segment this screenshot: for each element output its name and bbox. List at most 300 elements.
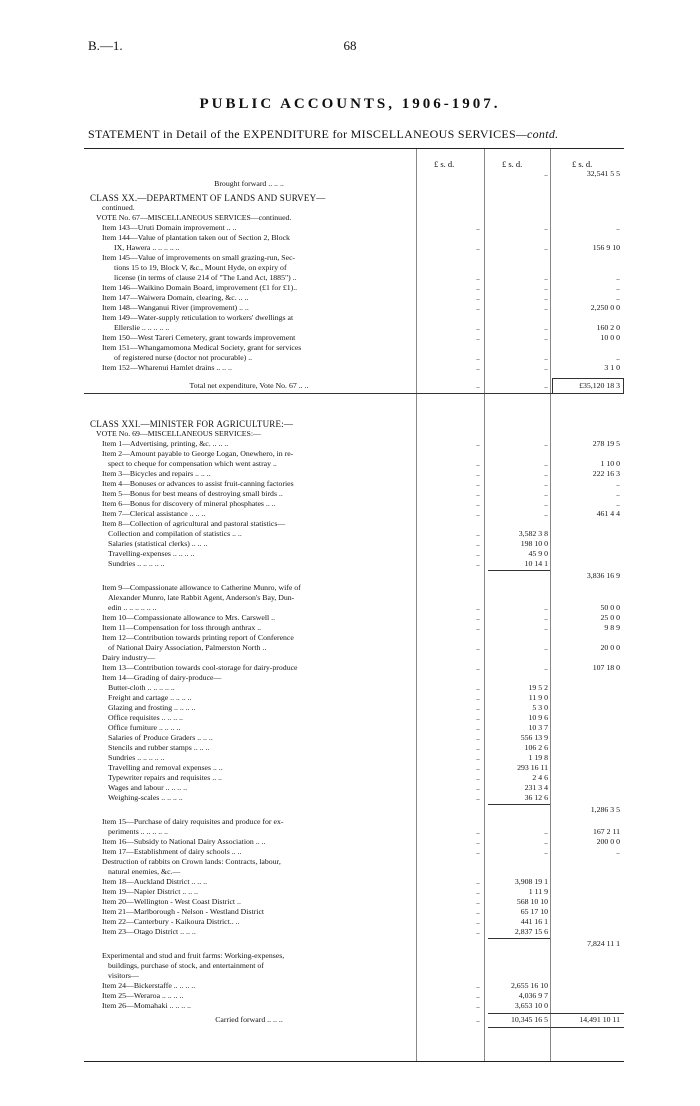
row-description: Sundries .. .. .. .. .. bbox=[108, 559, 165, 568]
amount-col-2: .. bbox=[544, 223, 548, 232]
amount-col-1: .. bbox=[476, 1001, 480, 1010]
page-title: PUBLIC ACCOUNTS, 1906-1907. bbox=[199, 96, 501, 112]
table-row bbox=[84, 283, 624, 293]
row-description: Freight and cartage .. .. .. .. bbox=[108, 693, 192, 702]
table-row bbox=[84, 693, 624, 703]
table-row bbox=[84, 539, 624, 549]
row-description: Item 151—Whangamomona Medical Society, grant for services bbox=[102, 343, 302, 352]
row-description: Item 17—Establishment of dairy schools .. .. bbox=[102, 847, 242, 856]
statement-suffix: —contd. bbox=[516, 127, 559, 141]
amount-col-1: .. bbox=[476, 273, 480, 282]
table-row bbox=[84, 723, 624, 733]
amount-col-2: 2 4 6 bbox=[532, 773, 548, 782]
table-row bbox=[84, 817, 624, 827]
row-description: Item 6—Bonus for discovery of mineral phosphates .. .. bbox=[102, 499, 276, 508]
column-header: £ s. d. bbox=[434, 159, 455, 169]
column-header: £ s. d. bbox=[502, 159, 523, 169]
table-row bbox=[84, 343, 624, 353]
amount-col-3: 25 0 0 bbox=[600, 613, 620, 622]
row-description: Salaries (statistical clerks) .. .. .. bbox=[108, 539, 208, 548]
amount-col-1: .. bbox=[476, 333, 480, 342]
amount-col-1: .. bbox=[476, 693, 480, 702]
amount-col-2: .. bbox=[544, 169, 548, 178]
subtotal-rule bbox=[488, 570, 550, 571]
subtotal-rule bbox=[488, 804, 550, 805]
amount-col-2: 4,036 9 7 bbox=[518, 991, 548, 1000]
row-description: Ellerslie .. .. .. .. .. bbox=[114, 323, 170, 332]
table-row bbox=[84, 519, 624, 529]
table-row bbox=[84, 613, 624, 623]
amount-col-1: .. bbox=[476, 1015, 480, 1024]
table-row bbox=[84, 847, 624, 857]
amount-col-3: 461 4 4 bbox=[596, 509, 620, 518]
row-description: Item 11—Compensation for loss through anthrax .. bbox=[102, 623, 262, 632]
row-description: Item 144—Value of plantation taken out of Section 2, Block bbox=[102, 233, 290, 242]
row-description: of registered nurse (doctor not procurable) .. bbox=[114, 353, 253, 362]
amount-col-2: 3,582 3 8 bbox=[518, 529, 548, 538]
total-box bbox=[552, 378, 624, 394]
amount-col-2: .. bbox=[544, 603, 548, 612]
amount-col-1: .. bbox=[476, 991, 480, 1000]
row-description: Typewriter repairs and requisites .. .. bbox=[108, 773, 222, 782]
amount-col-1: .. bbox=[476, 743, 480, 752]
table-row bbox=[84, 273, 624, 283]
amount-col-1: .. bbox=[476, 907, 480, 916]
table-row bbox=[84, 683, 624, 693]
row-description: Glazing and frosting .. .. .. .. bbox=[108, 703, 196, 712]
table-row bbox=[84, 827, 624, 837]
table-row bbox=[84, 971, 624, 981]
table-row bbox=[84, 193, 624, 203]
row-description: Item 14—Grading of dairy-produce— bbox=[102, 673, 222, 682]
amount-col-2: 2,655 16 10 bbox=[510, 981, 548, 990]
amount-col-2: 556 13 9 bbox=[520, 733, 548, 742]
amount-col-1: .. bbox=[476, 773, 480, 782]
amount-col-2: .. bbox=[544, 273, 548, 282]
amount-col-3: 160 2 0 bbox=[596, 323, 620, 332]
table-row bbox=[84, 805, 624, 815]
row-description: Item 8—Collection of agricultural and pastoral statistics— bbox=[102, 519, 286, 528]
amount-col-1: .. bbox=[476, 981, 480, 990]
amount-col-2: 10,345 16 5 bbox=[510, 1015, 548, 1024]
row-description: Item 147—Waiwera Domain, clearing, &c. .. .. bbox=[102, 293, 249, 302]
row-description: Item 19—Napier District .. .. .. bbox=[102, 887, 198, 896]
row-description: Item 20—Wellington - West Coast District .. bbox=[102, 897, 241, 906]
row-description: Travelling-expenses .. .. .. .. bbox=[108, 549, 195, 558]
amount-col-1: .. bbox=[476, 887, 480, 896]
table-row bbox=[84, 673, 624, 683]
amount-col-1: .. bbox=[476, 643, 480, 652]
amount-col-1: .. bbox=[476, 549, 480, 558]
amount-col-3: 3 1 0 bbox=[604, 363, 620, 372]
amount-col-1: .. bbox=[476, 613, 480, 622]
row-description: IX, Hawera .. .. .. .. .. bbox=[114, 243, 180, 252]
table-row bbox=[84, 643, 624, 653]
amount-col-2: .. bbox=[544, 293, 548, 302]
table-row bbox=[84, 293, 624, 303]
amount-col-2: 11 9 0 bbox=[528, 693, 548, 702]
row-description: edin .. .. .. .. .. .. bbox=[108, 603, 157, 612]
row-description: Butter-cloth .. .. .. .. .. bbox=[108, 683, 175, 692]
amount-col-2: .. bbox=[544, 837, 548, 846]
row-description: spect to cheque for compensation which went astray .. bbox=[108, 459, 277, 468]
table-row bbox=[84, 381, 624, 391]
amount-col-3: .. bbox=[616, 293, 620, 302]
amount-col-1: .. bbox=[476, 283, 480, 292]
amount-col-2: .. bbox=[544, 643, 548, 652]
row-description: Item 3—Bicycles and repairs .. .. .. bbox=[102, 469, 211, 478]
amount-col-2: 1 19 8 bbox=[528, 753, 548, 762]
row-description: Carried forward .. .. .. bbox=[215, 1015, 283, 1024]
row-description: Item 143—Uruti Domain improvement .. .. bbox=[102, 223, 237, 232]
amount-col-3: .. bbox=[616, 479, 620, 488]
table-row bbox=[84, 169, 624, 179]
table-row bbox=[84, 927, 624, 937]
amount-col-3: 278 19 5 bbox=[592, 439, 620, 448]
row-description: Travelling and removal expenses .. .. bbox=[108, 763, 223, 772]
row-description: Wages and labour .. .. .. .. bbox=[108, 783, 188, 792]
row-description: CLASS XXI.—MINISTER FOR AGRICULTURE:— bbox=[90, 419, 294, 429]
document-reference: B.—1. bbox=[88, 38, 123, 53]
amount-col-1: .. bbox=[476, 927, 480, 936]
amount-col-2: .. bbox=[544, 489, 548, 498]
table-row bbox=[84, 353, 624, 363]
amount-col-2: .. bbox=[544, 353, 548, 362]
table-row bbox=[84, 313, 624, 323]
amount-col-1: .. bbox=[476, 381, 480, 390]
amount-col-1: .. bbox=[476, 847, 480, 856]
amount-col-3: .. bbox=[616, 273, 620, 282]
amount-col-3: 167 2 11 bbox=[593, 827, 620, 836]
row-description: periments .. .. .. .. .. bbox=[108, 827, 168, 836]
amount-col-2: .. bbox=[544, 479, 548, 488]
table-row bbox=[84, 213, 624, 223]
table-row bbox=[84, 559, 624, 569]
table-row bbox=[84, 663, 624, 673]
amount-col-1: .. bbox=[476, 793, 480, 802]
table-row bbox=[84, 1001, 624, 1011]
amount-col-2: 45 9 0 bbox=[528, 549, 548, 558]
table-row bbox=[84, 459, 624, 469]
table-row bbox=[84, 743, 624, 753]
amount-col-1: .. bbox=[476, 539, 480, 548]
amount-col-1: .. bbox=[476, 713, 480, 722]
amount-col-1: .. bbox=[476, 459, 480, 468]
table-row bbox=[84, 653, 624, 663]
table-row bbox=[84, 363, 624, 373]
table-row bbox=[84, 429, 624, 439]
amount-col-2: .. bbox=[544, 283, 548, 292]
statement-heading bbox=[88, 127, 618, 142]
amount-col-1: .. bbox=[476, 509, 480, 518]
table-row bbox=[84, 633, 624, 643]
table-row bbox=[84, 703, 624, 713]
row-description: of National Dairy Association, Palmerston North .. bbox=[108, 643, 267, 652]
row-description: Brought forward .. .. .. bbox=[214, 179, 284, 188]
table-row bbox=[84, 571, 624, 581]
amount-col-3: 156 9 10 bbox=[592, 243, 620, 252]
row-description: Item 152—Wharenui Hamlet drains .. .. .. bbox=[102, 363, 232, 372]
amount-col-2: .. bbox=[544, 333, 548, 342]
row-description: Experimental and stud and fruit farms: Working-expenses, bbox=[102, 951, 285, 960]
row-description: continued. bbox=[102, 203, 135, 212]
row-description: Office furniture .. .. .. .. bbox=[108, 723, 181, 732]
amount-col-3: 10 0 0 bbox=[600, 333, 620, 342]
amount-col-3: 1 10 0 bbox=[600, 459, 620, 468]
amount-col-3: 14,491 10 11 bbox=[579, 1015, 620, 1024]
amount-col-3: 20 0 0 bbox=[600, 643, 620, 652]
amount-col-3: 32,541 5 5 bbox=[586, 169, 620, 178]
table-row bbox=[84, 991, 624, 1001]
amount-col-1: .. bbox=[476, 479, 480, 488]
row-description: Item 10—Compassionate allowance to Mrs. Carswell .. bbox=[102, 613, 276, 622]
table-row bbox=[84, 469, 624, 479]
amount-col-2: 441 16 1 bbox=[520, 917, 548, 926]
table-row bbox=[84, 263, 624, 273]
table-row bbox=[84, 499, 624, 509]
table-row bbox=[84, 951, 624, 961]
row-description: Item 12—Contribution towards printing report of Conference bbox=[102, 633, 294, 642]
amount-col-3: 9 8 9 bbox=[604, 623, 620, 632]
row-description: Item 149—Water-supply reticulation to workers' dwellings at bbox=[102, 313, 294, 322]
row-description: VOTE No. 67—MISCELLANEOUS SERVICES—continued. bbox=[96, 213, 292, 222]
row-description: Item 145—Value of improvements on small grazing-run, Sec- bbox=[102, 253, 296, 262]
row-description: visitors— bbox=[108, 971, 139, 980]
amount-col-1: .. bbox=[476, 559, 480, 568]
table-row bbox=[84, 773, 624, 783]
row-description: Stencils and rubber stamps .. .. .. bbox=[108, 743, 210, 752]
table-row bbox=[84, 733, 624, 743]
amount-col-1: .. bbox=[476, 897, 480, 906]
table-row bbox=[84, 549, 624, 559]
amount-col-1: .. bbox=[476, 733, 480, 742]
amount-col-3: 1,286 3 5 bbox=[590, 805, 620, 814]
amount-col-2: .. bbox=[544, 381, 548, 390]
row-description: Item 9—Compassionate allowance to Catherine Munro, wife of bbox=[102, 583, 301, 592]
table-row bbox=[84, 897, 624, 907]
amount-col-1: .. bbox=[476, 323, 480, 332]
amount-col-2: 19 5 2 bbox=[528, 683, 548, 692]
amount-col-2: .. bbox=[544, 847, 548, 856]
table-row bbox=[84, 323, 624, 333]
row-description: natural enemies, &c.— bbox=[108, 867, 181, 876]
amount-col-1: .. bbox=[476, 917, 480, 926]
amount-col-3: 3,836 16 9 bbox=[586, 571, 620, 580]
amount-col-3: .. bbox=[616, 283, 620, 292]
amount-col-1: .. bbox=[476, 489, 480, 498]
amount-col-3: .. bbox=[616, 223, 620, 232]
amount-col-1: .. bbox=[476, 827, 480, 836]
table-row bbox=[84, 489, 624, 499]
amount-col-3: 107 18 0 bbox=[592, 663, 620, 672]
row-description: Item 15—Purchase of dairy requisites and produce for ex- bbox=[102, 817, 284, 826]
amount-col-2: .. bbox=[544, 613, 548, 622]
amount-col-1: .. bbox=[476, 499, 480, 508]
amount-col-3: .. bbox=[616, 847, 620, 856]
amount-col-1: .. bbox=[476, 529, 480, 538]
amount-col-1: .. bbox=[476, 877, 480, 886]
row-description: Salaries of Produce Graders .. .. .. bbox=[108, 733, 213, 742]
table-row bbox=[84, 981, 624, 991]
amount-col-1: .. bbox=[476, 663, 480, 672]
amount-col-2: .. bbox=[544, 469, 548, 478]
amount-col-2: 2,837 15 6 bbox=[514, 927, 548, 936]
row-description: Item 18—Auckland District .. .. .. bbox=[102, 877, 208, 886]
table-row bbox=[84, 333, 624, 343]
amount-col-1: .. bbox=[476, 223, 480, 232]
amount-col-1: .. bbox=[476, 353, 480, 362]
amount-col-3: .. bbox=[616, 499, 620, 508]
table-row bbox=[84, 887, 624, 897]
row-description: Item 26—Momahaki .. .. .. .. bbox=[102, 1001, 192, 1010]
amount-col-1: .. bbox=[476, 439, 480, 448]
table-row bbox=[84, 917, 624, 927]
amount-col-2: 10 14 1 bbox=[524, 559, 548, 568]
row-description: Alexander Munro, late Rabbit Agent, Anderson's Bay, Dun- bbox=[108, 593, 295, 602]
amount-col-1: .. bbox=[476, 837, 480, 846]
amount-col-1: .. bbox=[476, 603, 480, 612]
table-row bbox=[84, 763, 624, 773]
table-row bbox=[84, 233, 624, 243]
row-description: Collection and compilation of statistics .. .. bbox=[108, 529, 242, 538]
amount-col-1: .. bbox=[476, 703, 480, 712]
table-row bbox=[84, 867, 624, 877]
amount-col-2: .. bbox=[544, 499, 548, 508]
amount-col-2: .. bbox=[544, 323, 548, 332]
table-row bbox=[84, 593, 624, 603]
amount-col-3: 2,250 0 0 bbox=[590, 303, 620, 312]
column-header: £ s. d. bbox=[572, 159, 593, 169]
amount-col-2: 10 3 7 bbox=[528, 723, 548, 732]
amount-col-2: 198 10 0 bbox=[520, 539, 548, 548]
table-row bbox=[84, 877, 624, 887]
table-row bbox=[84, 529, 624, 539]
amount-col-1: .. bbox=[476, 293, 480, 302]
table-row bbox=[84, 939, 624, 949]
amount-col-2: 293 16 11 bbox=[517, 763, 548, 772]
row-description: VOTE No. 69—MISCELLANEOUS SERVICES:— bbox=[96, 429, 261, 438]
amount-col-2: .. bbox=[544, 623, 548, 632]
row-description: buildings, purchase of stock, and entertainment of bbox=[108, 961, 264, 970]
table-row bbox=[84, 713, 624, 723]
amount-col-2: 3,908 19 1 bbox=[514, 877, 548, 886]
row-description: Item 22—Canterbury - Kaikoura District.. .. bbox=[102, 917, 240, 926]
row-description: Total net expenditure, Vote No. 67 .. .. bbox=[189, 381, 309, 390]
table-row bbox=[84, 783, 624, 793]
row-description: Sundries .. .. .. .. .. bbox=[108, 753, 165, 762]
row-description: Item 7—Clerical assistance .. .. .. bbox=[102, 509, 206, 518]
amount-col-1: .. bbox=[476, 763, 480, 772]
table-row bbox=[84, 439, 624, 449]
amount-col-3: 50 0 0 bbox=[600, 603, 620, 612]
amount-col-2: 231 3 4 bbox=[524, 783, 548, 792]
row-description: tions 15 to 19, Block V, &c., Mount Hyde, on expiry of bbox=[114, 263, 287, 272]
amount-col-2: 1 11 9 bbox=[528, 887, 548, 896]
amount-col-2: 65 17 10 bbox=[520, 907, 548, 916]
table-row bbox=[84, 243, 624, 253]
amount-col-1: .. bbox=[476, 623, 480, 632]
row-description: Item 23—Otago District .. .. .. bbox=[102, 927, 196, 936]
table-row bbox=[84, 1015, 624, 1025]
row-description: Item 21—Marlborough - Nelson - Westland District bbox=[102, 907, 265, 916]
carried-forward-rule bbox=[488, 1013, 624, 1014]
row-description: Item 1—Advertising, printing, &c. .. .. .. bbox=[102, 439, 229, 448]
table-row bbox=[84, 837, 624, 847]
amount-col-2: .. bbox=[544, 243, 548, 252]
row-description: Item 150—West Tareri Cemetery, grant towards improvement bbox=[102, 333, 296, 342]
row-description: Item 2—Amount payable to George Logan, Onewhero, in re- bbox=[102, 449, 294, 458]
amount-col-1: .. bbox=[476, 753, 480, 762]
row-description: license (in terms of clause 214 of "The Land Act, 1885") .. bbox=[114, 273, 297, 282]
row-description: CLASS XX.—DEPARTMENT OF LANDS AND SURVEY— bbox=[90, 193, 326, 203]
subtotal-rule bbox=[488, 938, 550, 939]
row-description: Item 24—Bickerstaffe .. .. .. .. bbox=[102, 981, 196, 990]
amount-col-3: £35,120 18 3 bbox=[579, 381, 620, 390]
amount-col-3: 222 16 3 bbox=[592, 469, 620, 478]
table-row bbox=[84, 623, 624, 633]
table-row bbox=[84, 583, 624, 593]
table-row bbox=[84, 203, 624, 213]
amount-col-2: .. bbox=[544, 363, 548, 372]
amount-col-1: .. bbox=[476, 469, 480, 478]
row-description: Item 146—Waikino Domain Board, improvement (£1 for £1).. bbox=[102, 283, 298, 292]
amount-col-2: .. bbox=[544, 663, 548, 672]
expenditure-table bbox=[84, 148, 624, 1062]
amount-col-2: 36 12 6 bbox=[524, 793, 548, 802]
amount-col-2: 5 3 0 bbox=[532, 703, 548, 712]
page-number: 68 bbox=[343, 38, 357, 53]
row-description: Item 13—Contribution towards cool-storage for dairy-produce bbox=[102, 663, 298, 672]
section-rule bbox=[84, 393, 624, 394]
amount-col-3: .. bbox=[616, 489, 620, 498]
table-row bbox=[84, 961, 624, 971]
table-row bbox=[84, 857, 624, 867]
amount-col-1: .. bbox=[476, 783, 480, 792]
table-row bbox=[84, 479, 624, 489]
table-row bbox=[84, 509, 624, 519]
table-row bbox=[84, 753, 624, 763]
statement-prefix: STATEMENT in Detail of the EXPENDITURE for MISCELLANEOUS SERVICES bbox=[88, 127, 516, 141]
row-description: Weighing-scales .. .. .. .. bbox=[108, 793, 183, 802]
row-description: Item 4—Bonuses or advances to assist fruit-canning factories bbox=[102, 479, 294, 488]
amount-col-2: 106 2 6 bbox=[524, 743, 548, 752]
amount-col-2: 568 10 10 bbox=[516, 897, 548, 906]
carried-forward-rule bbox=[488, 1027, 624, 1028]
amount-col-2: .. bbox=[544, 439, 548, 448]
table-row bbox=[84, 253, 624, 263]
row-description: Item 5—Bonus for best means of destroying small birds .. bbox=[102, 489, 283, 498]
row-description: Dairy industry— bbox=[102, 653, 156, 662]
amount-col-3: .. bbox=[616, 353, 620, 362]
amount-col-3: 7,824 11 1 bbox=[587, 939, 620, 948]
table-row bbox=[84, 793, 624, 803]
row-description: Item 25—Weraroa .. .. .. .. bbox=[102, 991, 184, 1000]
table-row bbox=[84, 449, 624, 459]
amount-col-2: .. bbox=[544, 459, 548, 468]
table-row bbox=[84, 419, 624, 429]
table-row bbox=[84, 603, 624, 613]
table-row bbox=[84, 399, 624, 409]
table-row bbox=[84, 907, 624, 917]
amount-col-1: .. bbox=[476, 683, 480, 692]
amount-col-1: .. bbox=[476, 723, 480, 732]
row-description: Office requisites .. .. .. .. bbox=[108, 713, 183, 722]
amount-col-2: .. bbox=[544, 827, 548, 836]
row-description: Item 16—Subsidy to National Dairy Association .. .. bbox=[102, 837, 266, 846]
amount-col-2: 3,653 10 0 bbox=[514, 1001, 548, 1010]
amount-col-2: 10 9 6 bbox=[528, 713, 548, 722]
amount-col-1: .. bbox=[476, 243, 480, 252]
